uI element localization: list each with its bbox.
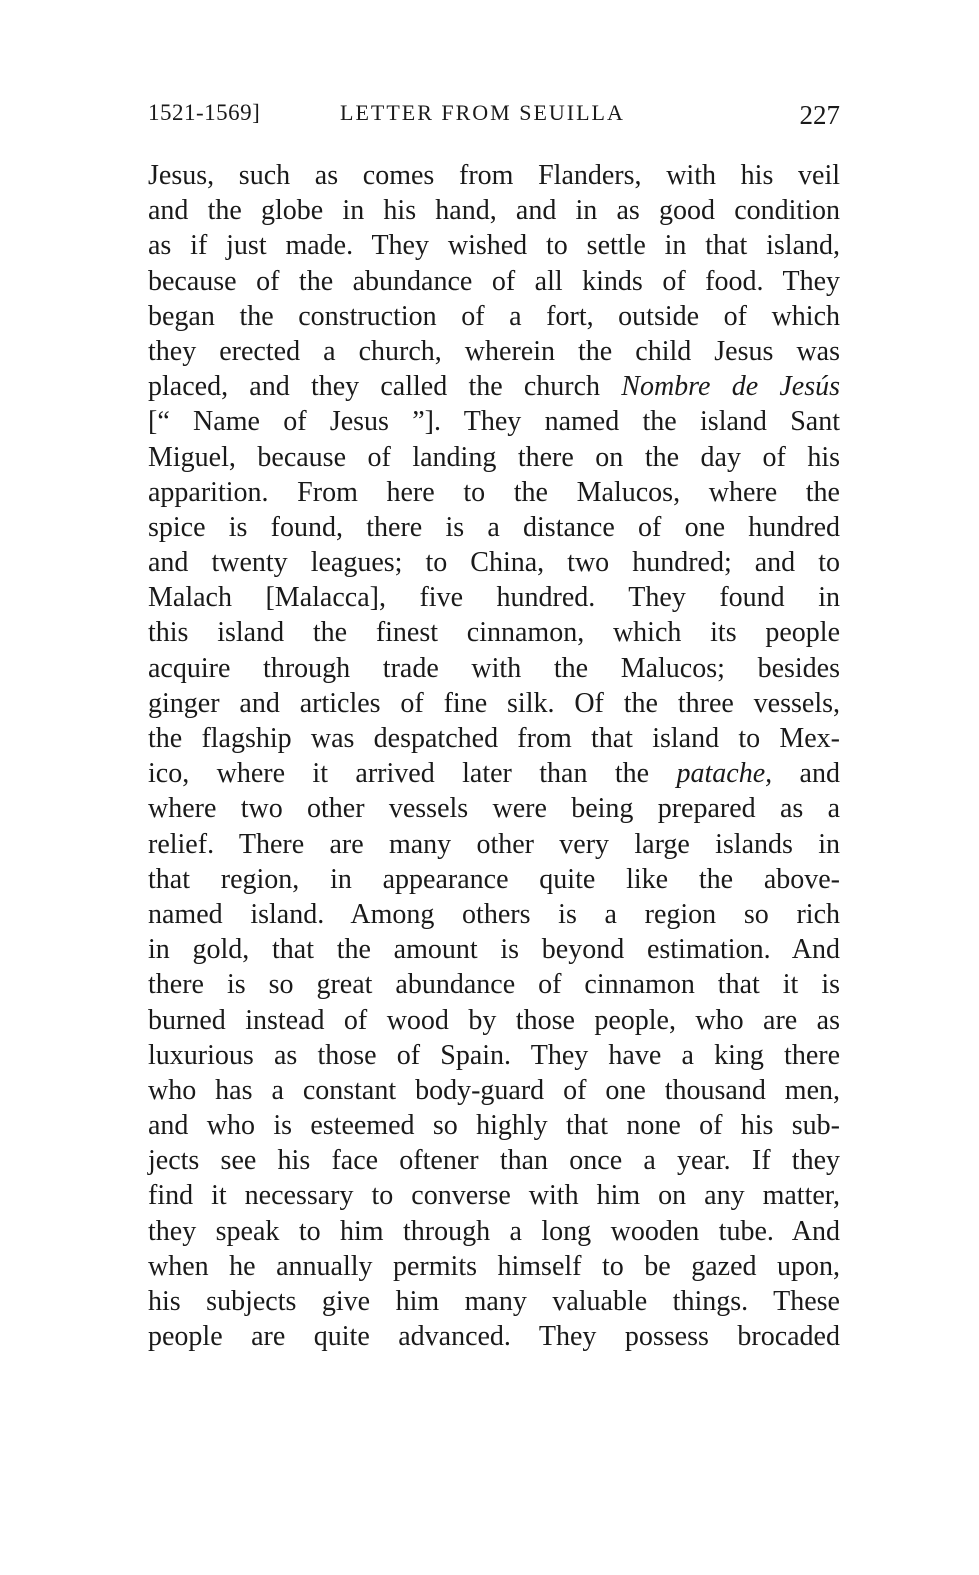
text-line: that region, in appearance quite like the above- <box>148 863 840 895</box>
text-line: in gold, that the amount is beyond estimation. And <box>148 934 840 966</box>
text-line <box>148 369 840 404</box>
header-title: LETTER FROM SEUILLA <box>340 100 625 125</box>
text-line: the flagship was despatched from that island to Mex- <box>148 723 840 754</box>
text-line: where two other vessels were being prepared as a <box>148 793 840 825</box>
text-line: Malach [Malacca], five hundred. They found in <box>148 582 840 614</box>
text-line: find it necessary to converse with him on any matter, <box>148 1180 840 1212</box>
text-line: luxurious as those of Spain. They have a king there <box>148 1039 840 1071</box>
text-line: people are quite advanced. They possess brocaded <box>148 1321 840 1353</box>
text-line: as if just made. They wished to settle in that island, <box>148 230 840 262</box>
text-line: and the globe in his hand, and in as good condition <box>148 195 840 227</box>
text-line: burned instead of wood by those people, who are as <box>148 1004 840 1036</box>
text-line: Miguel, because of landing there on the day of his <box>148 441 840 473</box>
text-line: this island the finest cinnamon, which its people <box>148 617 840 649</box>
text-line: there is so great abundance of cinnamon that it is <box>148 969 840 1001</box>
header-date-range: 1521-1569] <box>148 100 261 125</box>
text-line: jects see his face oftener than once a year. If they <box>148 1145 840 1177</box>
text-line: [“ Name of Jesus ”]. They named the island Sant <box>148 406 840 438</box>
text-segment: and <box>772 758 840 790</box>
text-segment: ico, where it arrived later than the <box>148 758 677 790</box>
text-line: and who is esteemed so highly that none of his sub- <box>148 1110 840 1142</box>
text-segment: placed, and they called the church <box>148 371 622 403</box>
text-line: because of the abundance of all kinds of food. They <box>148 265 840 297</box>
text-line: they erected a church, wherein the child Jesus was <box>148 335 840 367</box>
text-line: acquire through trade with the Malucos; besides <box>148 652 840 684</box>
body-text <box>148 158 840 1354</box>
text-line: when he annually permits himself to be gazed upon, <box>148 1250 840 1282</box>
text-line: they speak to him through a long wooden tube. And <box>148 1215 840 1247</box>
text-line: spice is found, there is a distance of one hundred <box>148 511 840 543</box>
text-line: who has a constant body-guard of one thousand men, <box>148 1074 840 1106</box>
text-line: and twenty leagues; to China, two hundred; and to <box>148 547 840 579</box>
text-line: relief. There are many other very large islands in <box>148 828 840 860</box>
running-header <box>148 100 840 140</box>
text-line <box>148 756 840 791</box>
text-line: named island. Among others is a region so rich <box>148 898 840 930</box>
text-line: ginger and articles of fine silk. Of the three vessels, <box>148 687 840 719</box>
text-line: his subjects give him many valuable things. These <box>148 1286 840 1317</box>
text-line: Jesus, such as comes from Flanders, with his veil <box>148 160 840 191</box>
text-line: began the construction of a fort, outside of which <box>148 300 840 332</box>
italic-term: patache, <box>676 758 773 790</box>
text-line: apparition. From here to the Malucos, where the <box>148 476 840 508</box>
italic-term: Nombre de Jesús <box>621 371 840 403</box>
page-number: 227 <box>799 100 840 130</box>
